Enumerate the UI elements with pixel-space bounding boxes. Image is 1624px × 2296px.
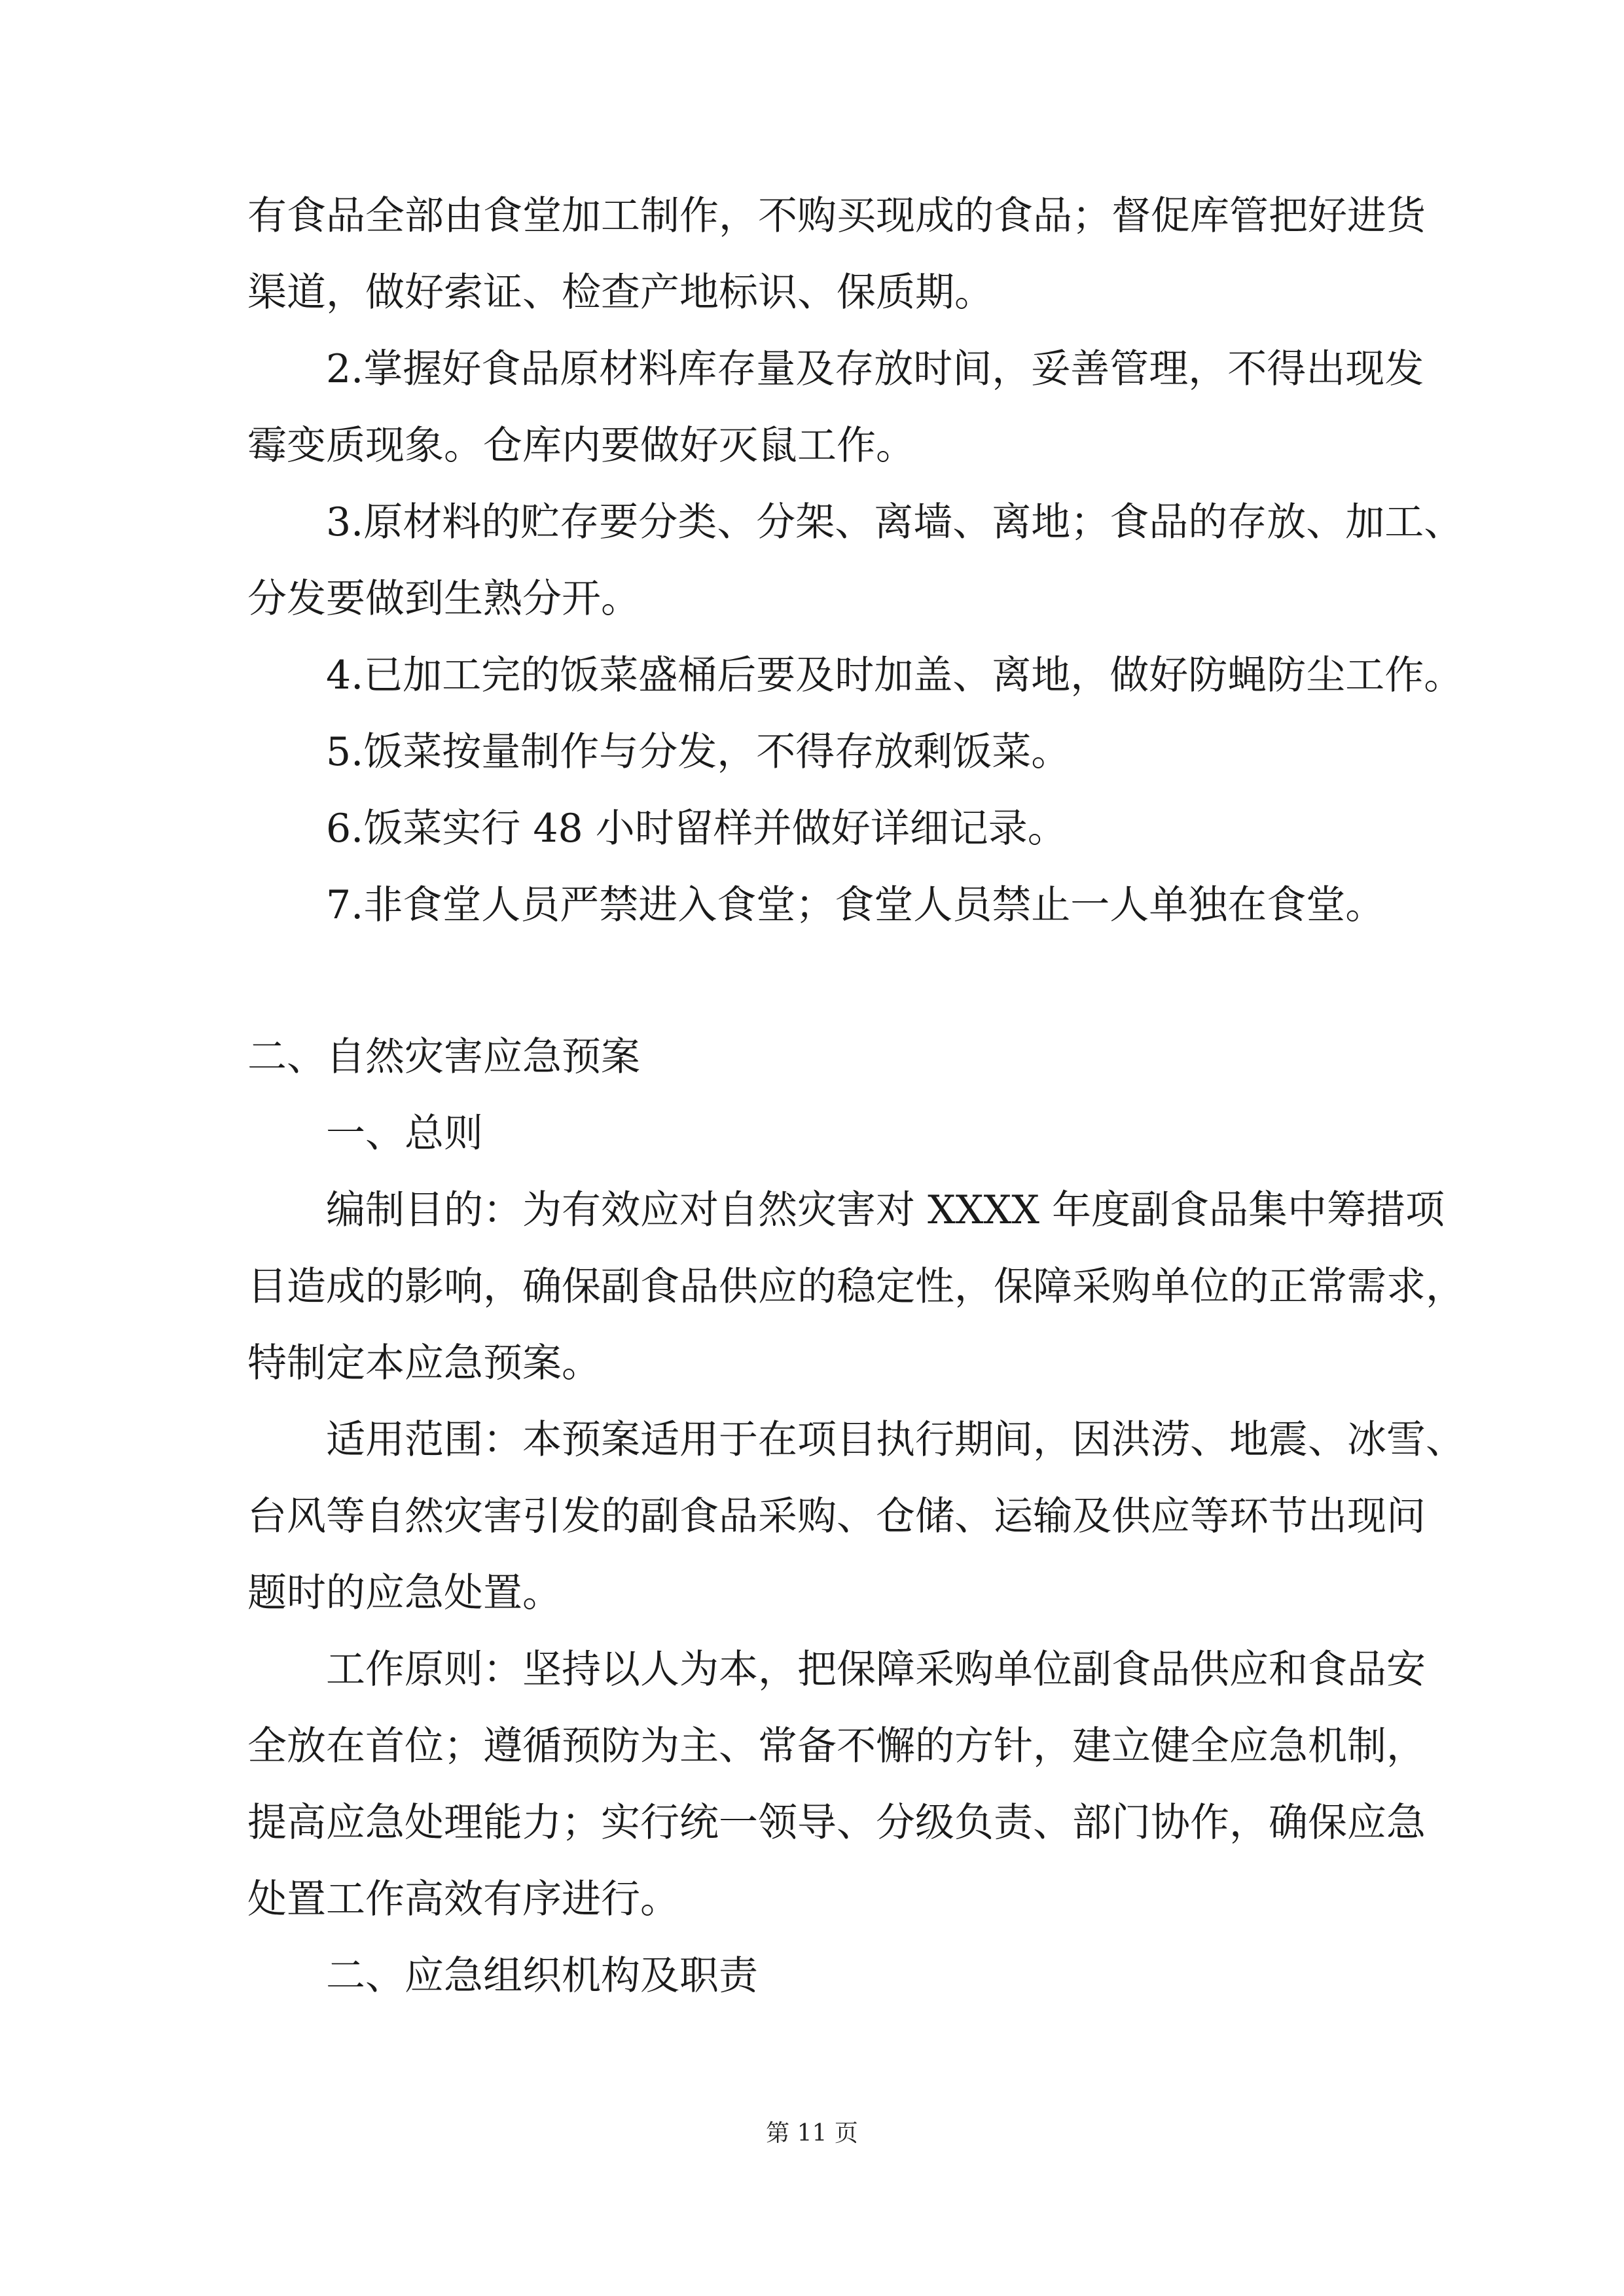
paragraph-line: 台风等自然灾害引发的副食品采购、仓储、运输及供应等环节出现问 xyxy=(247,1494,1426,1539)
paragraph-line: 题时的应急处置。 xyxy=(247,1570,562,1616)
paragraph-line: 全放在首位；遵循预防为主、常备不懈的方针，建立健全应急机制， xyxy=(247,1723,1426,1769)
paragraph-line: 目造成的影响，确保副食品供应的稳定性，保障采购单位的正常需求， xyxy=(247,1264,1465,1310)
list-item-7: 7.非食堂人员严禁进入食堂；食堂人员禁止一人单独在食堂。 xyxy=(326,882,1385,928)
subheading-general: 一、总则 xyxy=(326,1111,483,1157)
section-heading: 二、自然灾害应急预案 xyxy=(247,1034,640,1080)
list-item-2: 2.掌握好食品原材料库存量及存放时间，妥善管理，不得出现发 xyxy=(326,346,1424,392)
paragraph-line: 处置工作高效有序进行。 xyxy=(247,1876,679,1922)
subheading-organization: 二、应急组织机构及职责 xyxy=(326,1953,758,1999)
paragraph-line: 霉变质现象。仓库内要做好灭鼠工作。 xyxy=(247,423,915,469)
paragraph-line: 有食品全部由食堂加工制作，不购买现成的食品；督促库管把好进货 xyxy=(247,193,1426,239)
paragraph-line: 工作原则：坚持以人为本，把保障采购单位副食品供应和食品安 xyxy=(326,1647,1426,1693)
paragraph-line: 特制定本应急预案。 xyxy=(247,1340,601,1386)
list-item-6: 6.饭菜实行 48 小时留样并做好详细记录。 xyxy=(326,806,1067,852)
paragraph-line: 适用范围：本预案适用于在项目执行期间，因洪涝、地震、冰雪、 xyxy=(326,1417,1465,1463)
document-body xyxy=(247,178,1465,2015)
page-number: 第 11 页 xyxy=(766,2120,858,2147)
paragraph-line: 分发要做到生熟分开。 xyxy=(247,576,640,622)
list-item-3: 3.原材料的贮存要分类、分架、离墙、离地；食品的存放、加工、 xyxy=(326,499,1464,545)
paragraph-line: 渠道，做好索证、检查产地标识、保质期。 xyxy=(247,270,994,315)
section-spacer xyxy=(247,944,1386,1019)
paragraph-line: 提高应急处理能力；实行统一领导、分级负责、部门协作，确保应急 xyxy=(247,1800,1426,1846)
list-item-5: 5.饭菜按量制作与分发，不得存放剩饭菜。 xyxy=(326,729,1071,775)
list-item-4: 4.已加工完的饭菜盛桶后要及时加盖、离地，做好防蝇防尘工作。 xyxy=(326,653,1464,698)
paragraph-line: 编制目的：为有效应对自然灾害对 XXXX 年度副食品集中筹措项 xyxy=(326,1187,1445,1233)
